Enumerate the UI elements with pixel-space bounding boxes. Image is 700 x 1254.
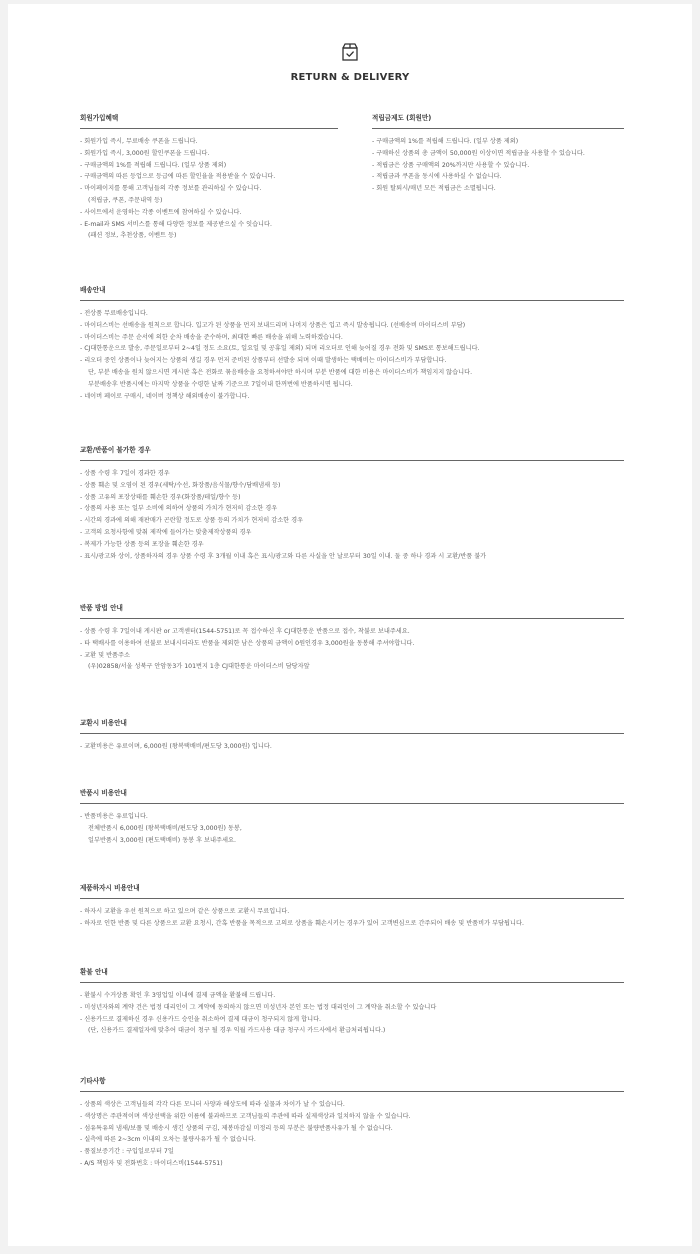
list-item: 단, 부분 배송을 원치 않으시면 게시판 혹은 전화로 묶음배송을 요청하셔야만 하시며 부분 반품에 대한 비용은 마이더스비가 책임지지 않습니다. <box>88 368 473 376</box>
refund-list <box>80 990 624 1037</box>
list-item: (단, 신용카드 결제일자에 맞추어 대금이 청구 될 경우 익월 카드사용 대금 청구시 카드사에서 환급처리됩니다.) <box>88 1027 386 1035</box>
list-item: 일부반품시 3,000원 (편도택배비) 동봉 후 보내주세요. <box>88 836 236 844</box>
etc-section <box>80 1075 624 1170</box>
list-item: - 고객의 요청사항에 맞춰 제작에 들어가는 맞춤제작상품의 경우 <box>80 528 252 536</box>
box-check-icon <box>341 42 359 62</box>
page-title: RETURN & DELIVERY <box>290 72 410 83</box>
list-item: - 구매하신 상품의 총 금액이 50,000원 이상이면 적립금을 사용할 수 있습니다. <box>372 149 585 157</box>
section-title: 제품하자시 비용안내 <box>80 882 624 899</box>
etc-list <box>80 1099 624 1170</box>
list-item: - 적립금은 상품 구매액의 20%까지만 사용할 수 있습니다. <box>372 161 530 169</box>
defect-cost-section <box>80 882 624 930</box>
list-item: - 구매금액의 1%를 적립해 드립니다. (일부 상품 제외) <box>372 138 519 145</box>
list-item: - 상품의 색상은 고객님들의 각각 다른 모니터 사양과 해상도에 따라 실물과 차이가 날 수 있습니다. <box>80 1101 345 1108</box>
section-title: 적립금제도 (회원만) <box>372 112 624 129</box>
list-item: - 전상품 무료배송입니다. <box>80 310 148 317</box>
list-item: - 신용카드로 결제하신 경우 신용카드 승인을 취소하여 결제 대금이 청구되지 않게 합니다. <box>80 1015 322 1023</box>
list-item: - 상품 수령 후 7일이내 게시판 or 고객센터(1544-5751)로 꼭 접수하신 후 CJ대한통운 반품으로 접수, 착불로 보내주세요. <box>80 628 410 635</box>
list-item: - 품질보증기간 : 구입일로부터 7일 <box>80 1148 174 1156</box>
list-item: - A/S 책임자 및 전화번호 : 마이더스비(1544-5751) <box>80 1159 223 1167</box>
no-exchange-list <box>80 468 624 562</box>
list-item: - 구매금액의 따른 등업으로 등급에 따른 할인율을 적용받을 수 있습니다. <box>80 173 276 181</box>
section-title: 기타사항 <box>80 1075 624 1092</box>
section-title: 배송안내 <box>80 284 624 301</box>
list-item: - 마이더스비는 선배송을 원칙으로 합니다. 입고가 된 상품을 먼저 보내드리며 나머지 상품은 입고 즉시 발송됩니다. (선배송비 마이더스비 부담) <box>80 321 466 329</box>
section-title: 회원가입혜택 <box>80 112 338 129</box>
list-item: - 사이트에서 운영하는 각종 이벤트에 참여하실 수 있습니다. <box>80 208 242 216</box>
list-item: - 실측에 따른 2~3cm 이내의 오차는 불량사유가 될 수 없습니다. <box>80 1136 256 1144</box>
list-item: - 시간의 경과에 의해 재판매가 곤란할 정도로 상품 등의 가치가 현저히 감소한 경우 <box>80 517 304 525</box>
list-item: - 반품비용은 유료입니다. <box>80 813 148 820</box>
list-item: - 색상명은 주관적이며 색상선택을 위한 이름에 불과하므로 고객님들의 주관에 따라 실제색상과 일치하지 않을 수 있습니다. <box>80 1112 411 1120</box>
list-item: - 회원 탈퇴시/매년 모든 적립금은 소멸됩니다. <box>372 185 496 193</box>
return-cost-section <box>80 787 624 846</box>
delivery-list <box>80 308 624 402</box>
defect-cost-list <box>80 906 624 930</box>
points-section <box>372 112 624 195</box>
list-item: - 마이더스비는 주문 순서에 의한 순차 배송을 준수하며, 최대한 빠른 배송을 위해 노력하겠습니다. <box>80 333 343 341</box>
list-item: - 상품의 사용 또는 일부 소비에 의하여 상품의 가치가 현저히 감소한 경우 <box>80 505 278 513</box>
exchange-cost-section <box>80 717 624 753</box>
section-title: 반품시 비용안내 <box>80 787 624 804</box>
list-item: - 회원가입 즉시, 3,000원 할인쿠폰을 드립니다. <box>80 149 210 157</box>
section-title: 반품 방법 안내 <box>80 602 624 619</box>
list-item: - 하자로 인한 반품 및 다른 상품으로 교환 요청시, 간혹 반품을 목적으로 고의로 상품을 훼손시키는 경우가 있어 고객변심으로 간주되어 배송 및 반품비가 부담됩니다. <box>80 919 524 927</box>
membership-list <box>80 136 338 242</box>
list-item: - 표시/광고와 상이, 상품하자의 경우 상품 수령 후 3개월 이내 혹은 표시/광고와 다른 사실을 안 날로부터 30일 이내. 둘 중 하나 경과 시 교환/반품 불가 <box>80 552 487 560</box>
list-item: - 교환 및 반품주소 <box>80 651 130 659</box>
list-item: - 섬유특유의 냄새/보풀 및 배송시 생긴 상품의 구김, 제봉마감실 미정리 등의 부분은 불량반품사유가 될 수 없습니다. <box>80 1124 393 1132</box>
list-item: 전체반품시 6,000원 (왕복택배비/편도당 3,000원) 동봉, <box>88 824 242 832</box>
policy-page <box>8 4 692 1246</box>
return-method-list <box>80 626 624 673</box>
no-exchange-section <box>80 444 624 562</box>
list-item: - 하자시 교환을 우선 원칙으로 하고 있으며 같은 상품으로 교환시 무료입니다. <box>80 908 290 915</box>
list-item: - 마이페이지를 통해 고객님들의 각종 정보를 관리하실 수 있습니다. <box>80 185 262 193</box>
list-item: (우)02858/서울 성북구 안암동3가 101번지 1층 CJ대한통운 마이더스비 담당자앞 <box>88 663 310 671</box>
list-item: 부분배송후 반품시에는 마지막 상품을 수령한 날짜 기준으로 7일이내 한꺼번에 반품하시면 됩니다. <box>88 380 353 388</box>
return-method-section <box>80 602 624 673</box>
section-title: 교환/반품이 불가한 경우 <box>80 444 624 461</box>
points-list <box>372 136 624 195</box>
list-item: - 교환비용은 유료이며, 6,000원 (왕복택배비/편도당 3,000원) 입니다. <box>80 743 272 750</box>
list-item: - 회원가입 즉시, 무료배송 쿠폰을 드립니다. <box>80 138 198 145</box>
page-header <box>8 4 692 92</box>
list-item: - 미성년자와의 계약 건은 법정 대리인이 그 계약에 동의하지 않으면 미성년자 본인 또는 법정 대리인이 그 계약을 취소할 수 있습니다 <box>80 1003 437 1011</box>
list-item: (패션 정보, 추천상품, 이벤트 등) <box>88 232 177 240</box>
list-item: - 적립금과 쿠폰을 동시에 사용하실 수 없습니다. <box>372 173 502 181</box>
list-item: - 구매금액의 1%를 적립해 드립니다. (일부 상품 제외) <box>80 161 227 169</box>
return-cost-list <box>80 811 624 846</box>
list-item: - 환불시 수거상품 확인 후 3영업일 이내에 결제 금액을 환불해 드립니다. <box>80 992 276 999</box>
section-title: 교환시 비용안내 <box>80 717 624 734</box>
list-item: - 네이버 페이로 구매시, 네이버 정책상 해외배송이 불가합니다. <box>80 392 250 400</box>
exchange-cost-list <box>80 741 624 753</box>
list-item: - 상품 훼손 및 오염이 된 경우(세탁/수선, 화장품/음식물/향수/담배냄새 등) <box>80 481 281 489</box>
list-item: (적립금, 쿠폰, 주문내역 등) <box>88 196 163 204</box>
list-item: - E-mail과 SMS 서비스를 통해 다양한 정보를 제공받으실 수 잇습니다. <box>80 220 272 228</box>
refund-section <box>80 966 624 1037</box>
list-item: - 상품 수령 후 7일이 경과한 경우 <box>80 470 170 477</box>
list-item: - CJ대한통운으로 발송, 주문일로부터 2~4일 정도 소요(토, 일요일 및 공휴일 제외) 되며 리오더로 인해 늦어질 경우 전화 및 SMS로 통보해드립니다. <box>80 345 480 353</box>
delivery-section <box>80 284 624 402</box>
list-item: - 복제가 가능한 상품 등의 포장을 훼손한 경우 <box>80 540 204 548</box>
list-item: - 리오더 중인 상품이나 늦어지는 상품의 생길 경우 먼저 준비된 상품부터 선발송 되며 이때 발생하는 택배비는 마이더스비가 부담합니다. <box>80 357 447 365</box>
membership-section <box>80 112 338 242</box>
list-item: - 상품 고유의 포장상태를 훼손한 경우(화장품/테일/향수 등) <box>80 493 241 501</box>
list-item: - 타 택배사를 이용하여 선불로 보내시더라도 반품을 제외한 남은 상품의 금액이 0원인경우 3,000원을 동봉해 주셔야합니다. <box>80 639 415 647</box>
section-title: 환불 안내 <box>80 966 624 983</box>
